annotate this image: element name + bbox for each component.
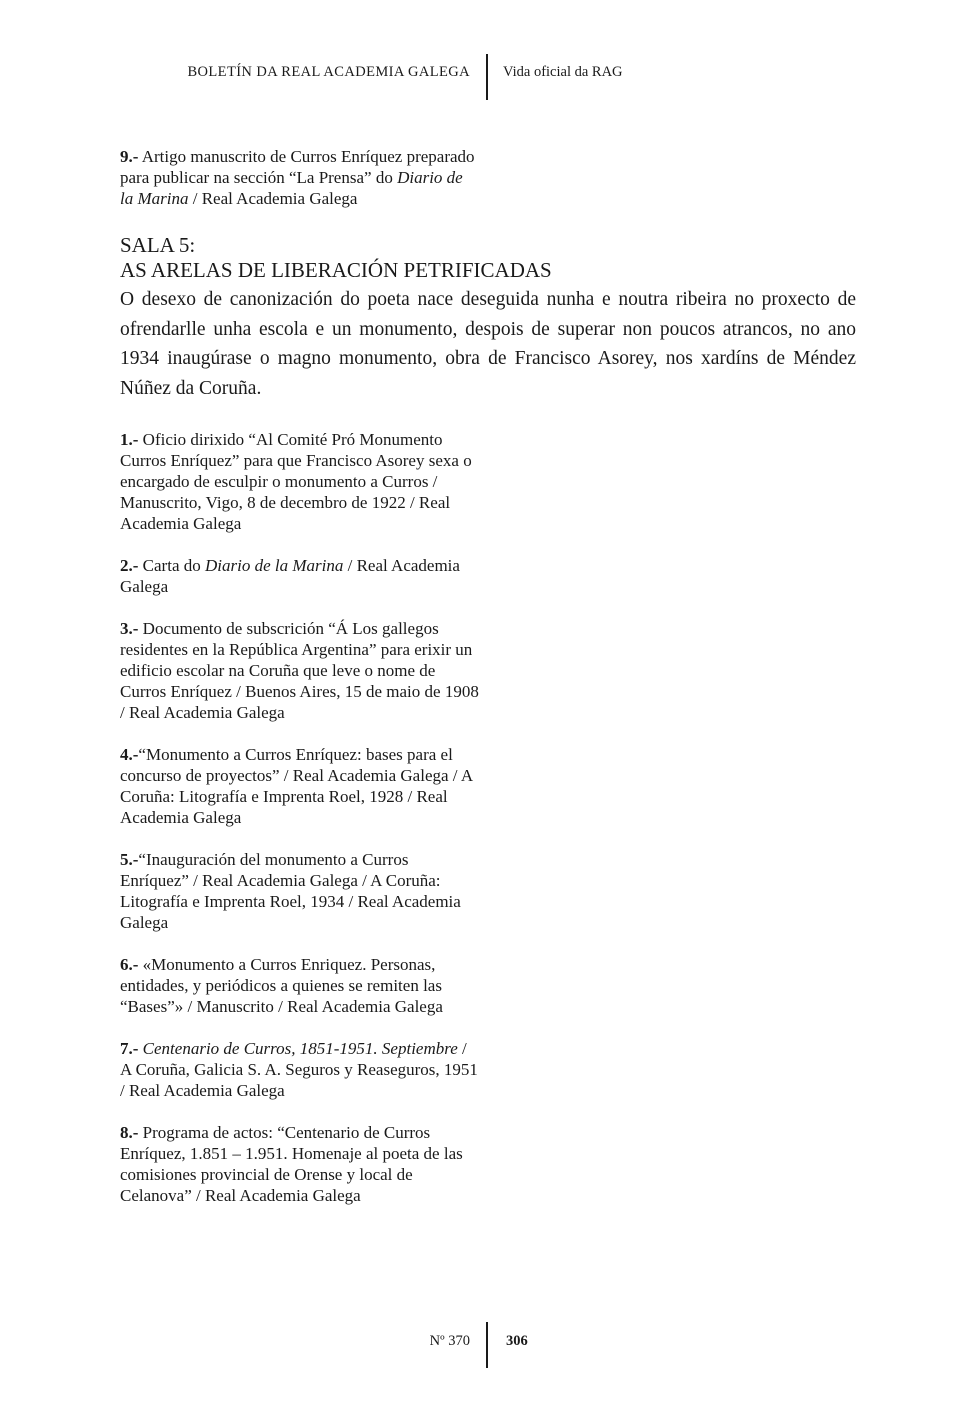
catalog-item-9 [120,146,480,209]
header-divider [486,54,488,100]
item-italic-title: Diario de la Marina [205,556,344,575]
item-italic-title: Centenario de Curros, 1851-1951. Septiembre [138,1039,458,1058]
item-text: Oficio dirixido “Al Comité Pró Monumento Curros Enríquez” para que Francisco Asorey sexa o encargado de esculpir o monumento a Curros / Manuscrito, Vigo, 8 de decembro de 1922 / Real Academia Galega [120,430,472,533]
item-text: Programa de actos: “Centenario de Curros Enríquez, 1.851 – 1.951. Homenaje al poeta de las comisiones provincial de Orense y local de Celanova” / Real Academia Galega [120,1123,463,1205]
item-text: Documento de subscrición “Á Los gallegos residentes en la República Argentina” para erixir un edificio escolar na Coruña que leve o nome de Curros Enríquez / Buenos Aires, 15 de maio de 1908 / Real Academia Galega [120,619,479,722]
item-number: 6.- [120,955,139,974]
catalog-item-1 [120,429,480,534]
item-number: 8.- [120,1123,139,1142]
page-content [120,146,856,1227]
item-number: 9.- [120,147,139,166]
catalog-item-3 [120,618,480,723]
footer-divider [486,1322,488,1368]
item-number: 5.- [120,850,139,869]
issue-number: Nº 370 [429,1333,470,1349]
item-text: «Monumento a Curros Enriquez. Personas, entidades, y periódicos a quienes se remiten las “Bases”» / Manuscrito / Real Academia Galega [120,955,443,1016]
catalog-item-7 [120,1038,480,1101]
item-text: / A Coruña, Galicia S. A. Seguros y Reaseguros, 1951 / Real Academia Galega [120,1039,478,1100]
item-number: 4.- [120,745,139,764]
page-number: 306 [506,1333,528,1349]
catalog-item-2 [120,555,480,597]
catalog-item-8 [120,1122,480,1206]
item-text: “Monumento a Curros Enríquez: bases para el concurso de proyectos” / Real Academia Galega / A Coruña: Litografía e Imprenta Roel, 1928 / Real Academia Galega [120,745,473,827]
journal-title: BOLETÍN DA REAL ACADEMIA GALEGA [187,64,470,80]
item-number: 7.- [120,1039,139,1058]
catalog-item-5 [120,849,480,933]
page-header [0,54,975,100]
section-title: Vida oficial da RAG [503,64,623,80]
sala-title-1: SALA 5: [120,233,196,257]
sala-title-2: AS ARELAS DE LIBERACIÓN PETRIFICADAS [120,258,552,282]
catalog-item-4 [120,744,480,828]
item-text: Carta do [138,556,205,575]
item-italic-title: Diario de la Marina [120,168,463,208]
item-number: 1.- [120,430,139,449]
item-number: 2.- [120,556,139,575]
item-text: / Real Academia Galega [188,189,358,208]
item-text: / Real Academia Galega [120,556,460,596]
item-text: “Inauguración del monumento a Curros Enríquez” / Real Academia Galega / A Coruña: Litografía e Imprenta Roel, 1934 / Real Academia Galega [120,850,461,932]
page-footer [0,1322,975,1368]
sala-intro: O desexo de canonización do poeta nace deseguida nunha e noutra ribeira no proxecto de ofrendarlle unha escola e un monumento, despois de superar non poucos atrancos, no ano 1934 inaugúrase o magno monumento, obra de Francisco Asorey, nos xardíns de Méndez Núñez da Coruña. [120,289,856,399]
item-number: 3.- [120,619,139,638]
catalog-list [120,429,856,1206]
catalog-item-6 [120,954,480,1017]
item-text: Artigo manuscrito de Curros Enríquez preparado para publicar na sección “La Prensa” do [120,147,475,187]
